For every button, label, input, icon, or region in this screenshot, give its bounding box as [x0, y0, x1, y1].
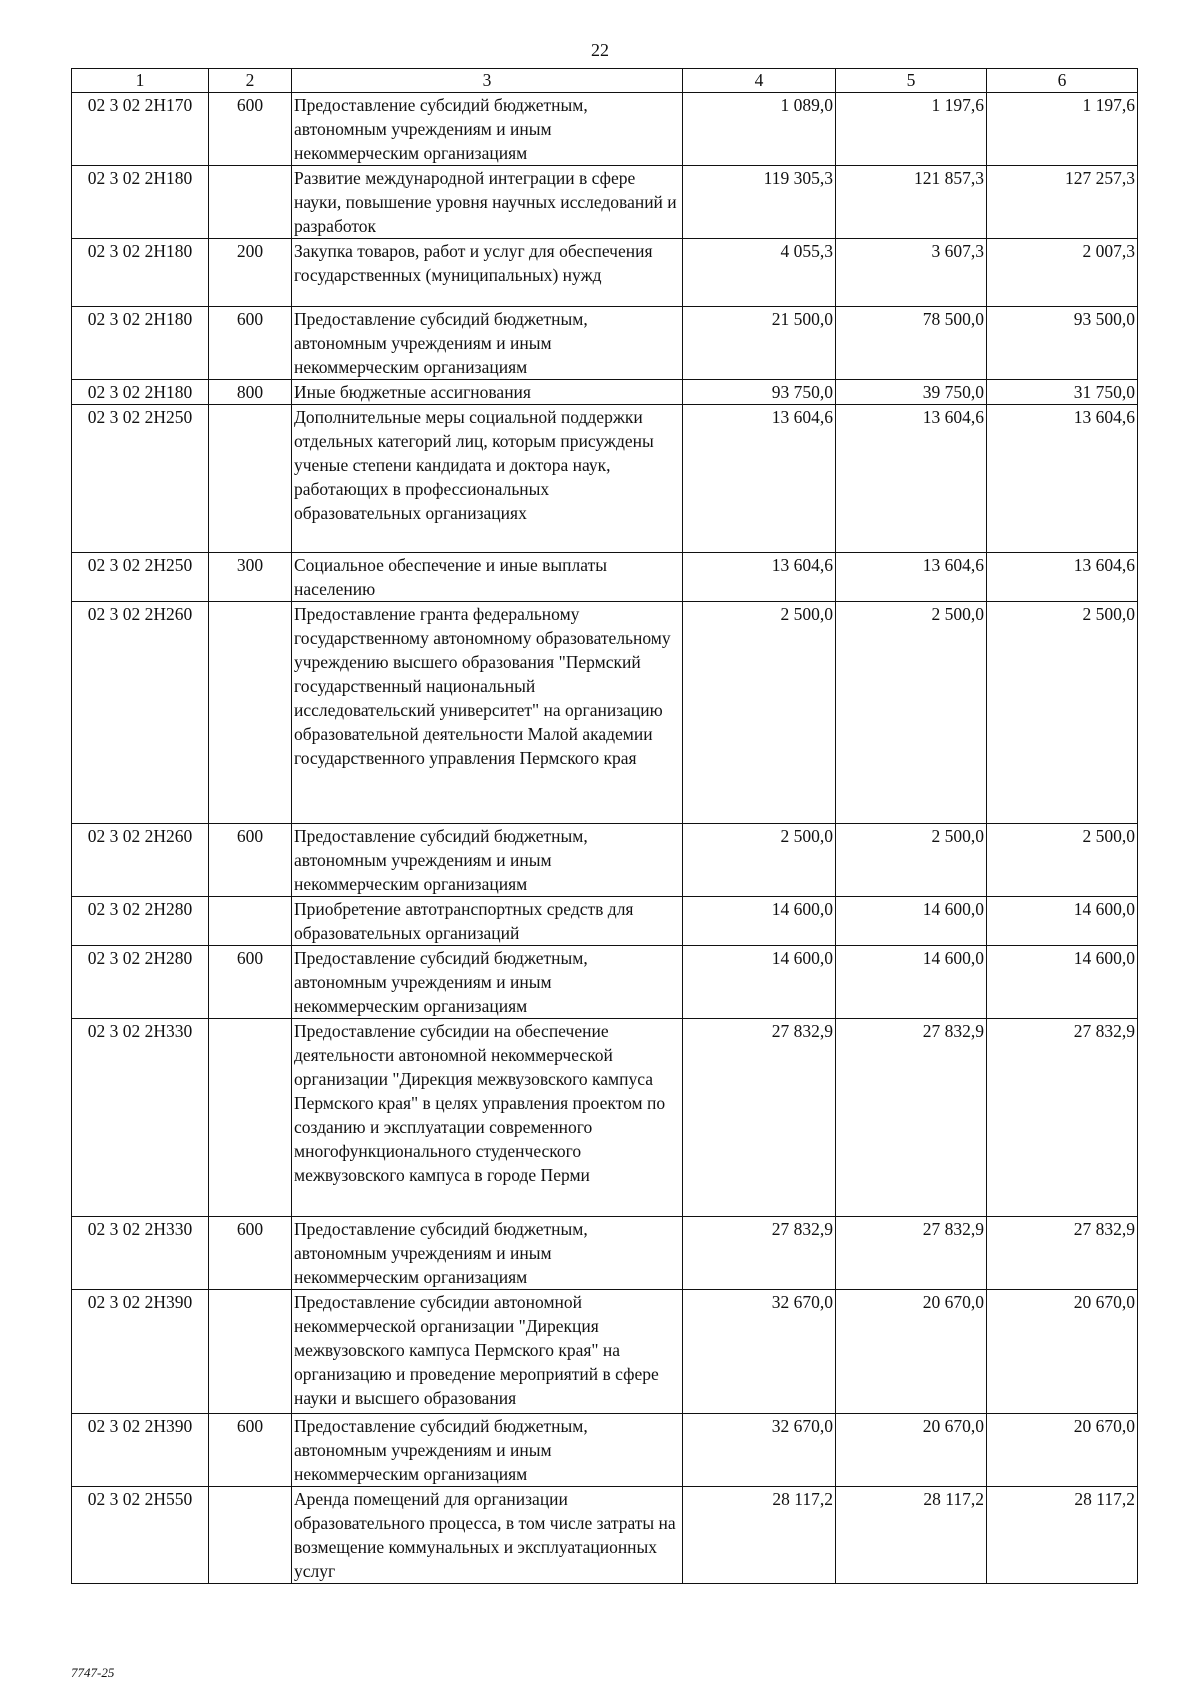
cell-description: Предоставление субсидий бюджетным, автономным учреждениям и иным некоммерческим организациям	[292, 824, 683, 897]
cell-value-5: 14 600,0	[836, 946, 987, 1019]
cell-expense-type	[209, 1290, 292, 1414]
cell-value-4: 1 089,0	[683, 93, 836, 166]
cell-code: 02 3 02 2Н180	[72, 239, 209, 307]
cell-value-4: 28 117,2	[683, 1487, 836, 1584]
cell-value-6: 127 257,3	[987, 166, 1138, 239]
cell-code: 02 3 02 2Н180	[72, 307, 209, 380]
cell-expense-type: 600	[209, 1217, 292, 1290]
cell-value-6: 2 500,0	[987, 824, 1138, 897]
table-row	[72, 1487, 1138, 1584]
cell-value-4: 2 500,0	[683, 602, 836, 824]
cell-code: 02 3 02 2Н390	[72, 1414, 209, 1487]
cell-expense-type: 600	[209, 1414, 292, 1487]
cell-expense-type: 300	[209, 553, 292, 602]
cell-description: Предоставление субсидий бюджетным, автономным учреждениям и иным некоммерческим организациям	[292, 1414, 683, 1487]
cell-code: 02 3 02 2Н330	[72, 1217, 209, 1290]
cell-value-6: 93 500,0	[987, 307, 1138, 380]
cell-code: 02 3 02 2Н260	[72, 602, 209, 824]
cell-value-4: 2 500,0	[683, 824, 836, 897]
cell-value-6: 28 117,2	[987, 1487, 1138, 1584]
cell-value-6: 27 832,9	[987, 1019, 1138, 1217]
page-number: 22	[591, 40, 609, 60]
cell-expense-type: 600	[209, 946, 292, 1019]
cell-expense-type	[209, 602, 292, 824]
cell-code: 02 3 02 2Н180	[72, 380, 209, 405]
column-header: 2	[209, 69, 292, 93]
cell-description: Предоставление субсидий бюджетным, автономным учреждениям и иным некоммерческим организациям	[292, 307, 683, 380]
cell-value-6: 31 750,0	[987, 380, 1138, 405]
table-row	[72, 307, 1138, 380]
cell-code: 02 3 02 2Н550	[72, 1487, 209, 1584]
cell-code: 02 3 02 2Н260	[72, 824, 209, 897]
cell-description: Дополнительные меры социальной поддержки отдельных категорий лиц, которым присуждены ученые степени кандидата и доктора наук, работающих в профессиональных образовательных организациях	[292, 405, 683, 553]
cell-value-4: 27 832,9	[683, 1019, 836, 1217]
table-row	[72, 824, 1138, 897]
cell-description: Предоставление субсидии на обеспечение деятельности автономной некоммерческой организации "Дирекция межвузовского кампуса Пермского края" в целях управления проектом по созданию и эксплуатации современного многофункционального студенческого межвузовского кампуса в городе Перми	[292, 1019, 683, 1217]
cell-expense-type: 800	[209, 380, 292, 405]
cell-value-6: 2 007,3	[987, 239, 1138, 307]
cell-value-6: 1 197,6	[987, 93, 1138, 166]
cell-description: Аренда помещений для организации образовательного процесса, в том числе затраты на возмещение коммунальных и эксплуатационных услуг	[292, 1487, 683, 1584]
cell-value-4: 119 305,3	[683, 166, 836, 239]
cell-value-4: 4 055,3	[683, 239, 836, 307]
cell-value-5: 2 500,0	[836, 602, 987, 824]
cell-value-5: 39 750,0	[836, 380, 987, 405]
cell-description: Приобретение автотранспортных средств для образовательных организаций	[292, 897, 683, 946]
cell-code: 02 3 02 2Н180	[72, 166, 209, 239]
cell-value-6: 27 832,9	[987, 1217, 1138, 1290]
cell-description: Закупка товаров, работ и услуг для обеспечения государственных (муниципальных) нужд	[292, 239, 683, 307]
cell-description: Предоставление субсидий бюджетным, автономным учреждениям и иным некоммерческим организациям	[292, 1217, 683, 1290]
table-row	[72, 380, 1138, 405]
table-row	[72, 1290, 1138, 1414]
cell-value-4: 32 670,0	[683, 1414, 836, 1487]
cell-expense-type	[209, 1487, 292, 1584]
cell-value-5: 78 500,0	[836, 307, 987, 380]
cell-expense-type	[209, 1019, 292, 1217]
cell-code: 02 3 02 2Н280	[72, 946, 209, 1019]
cell-value-5: 28 117,2	[836, 1487, 987, 1584]
column-header: 3	[292, 69, 683, 93]
cell-value-5: 27 832,9	[836, 1019, 987, 1217]
cell-value-4: 14 600,0	[683, 897, 836, 946]
cell-value-6: 20 670,0	[987, 1290, 1138, 1414]
column-header: 4	[683, 69, 836, 93]
cell-value-6: 13 604,6	[987, 553, 1138, 602]
cell-expense-type: 600	[209, 824, 292, 897]
table-row	[72, 1217, 1138, 1290]
column-header: 1	[72, 69, 209, 93]
cell-code: 02 3 02 2Н170	[72, 93, 209, 166]
cell-value-5: 13 604,6	[836, 405, 987, 553]
cell-value-6: 20 670,0	[987, 1414, 1138, 1487]
cell-value-5: 3 607,3	[836, 239, 987, 307]
table-row	[72, 166, 1138, 239]
cell-value-4: 32 670,0	[683, 1290, 836, 1414]
column-header: 6	[987, 69, 1138, 93]
cell-expense-type	[209, 405, 292, 553]
table-row	[72, 946, 1138, 1019]
cell-description: Предоставление субсидии автономной некоммерческой организации "Дирекция межвузовского кампуса Пермского края" на организацию и проведение мероприятий в сфере науки и высшего образования	[292, 1290, 683, 1414]
cell-value-6: 14 600,0	[987, 897, 1138, 946]
table-row	[72, 1414, 1138, 1487]
table-row	[72, 239, 1138, 307]
cell-value-5: 1 197,6	[836, 93, 987, 166]
cell-expense-type	[209, 166, 292, 239]
table-row	[72, 93, 1138, 166]
document-code: 7747-25	[71, 1665, 115, 1680]
cell-description: Предоставление субсидий бюджетным, автономным учреждениям и иным некоммерческим организациям	[292, 93, 683, 166]
cell-code: 02 3 02 2Н330	[72, 1019, 209, 1217]
cell-code: 02 3 02 2Н280	[72, 897, 209, 946]
cell-value-5: 27 832,9	[836, 1217, 987, 1290]
cell-description: Иные бюджетные ассигнования	[292, 380, 683, 405]
cell-description: Социальное обеспечение и иные выплаты населению	[292, 553, 683, 602]
cell-value-4: 14 600,0	[683, 946, 836, 1019]
cell-expense-type: 600	[209, 93, 292, 166]
cell-value-5: 121 857,3	[836, 166, 987, 239]
cell-value-5: 20 670,0	[836, 1414, 987, 1487]
cell-value-4: 21 500,0	[683, 307, 836, 380]
cell-value-4: 13 604,6	[683, 553, 836, 602]
cell-value-4: 27 832,9	[683, 1217, 836, 1290]
cell-expense-type	[209, 897, 292, 946]
budget-table	[71, 68, 1138, 1584]
table-row	[72, 1019, 1138, 1217]
cell-description: Предоставление гранта федеральному государственному автономному образовательному учреждению высшего образования "Пермский государственный национальный исследовательский университет" на организацию образовательной деятельности Малой академии государственного управления Пермского края	[292, 602, 683, 824]
cell-value-6: 13 604,6	[987, 405, 1138, 553]
cell-expense-type: 200	[209, 239, 292, 307]
table-row	[72, 405, 1138, 553]
header-row	[72, 69, 1138, 93]
cell-code: 02 3 02 2Н390	[72, 1290, 209, 1414]
table-row	[72, 602, 1138, 824]
cell-value-4: 13 604,6	[683, 405, 836, 553]
column-header: 5	[836, 69, 987, 93]
cell-value-6: 14 600,0	[987, 946, 1138, 1019]
cell-code: 02 3 02 2Н250	[72, 553, 209, 602]
cell-value-6: 2 500,0	[987, 602, 1138, 824]
cell-description: Предоставление субсидий бюджетным, автономным учреждениям и иным некоммерческим организациям	[292, 946, 683, 1019]
cell-value-5: 20 670,0	[836, 1290, 987, 1414]
cell-value-4: 93 750,0	[683, 380, 836, 405]
cell-value-5: 13 604,6	[836, 553, 987, 602]
cell-value-5: 14 600,0	[836, 897, 987, 946]
table-row	[72, 553, 1138, 602]
cell-description: Развитие международной интеграции в сфере науки, повышение уровня научных исследований и разработок	[292, 166, 683, 239]
table-row	[72, 897, 1138, 946]
cell-code: 02 3 02 2Н250	[72, 405, 209, 553]
cell-expense-type: 600	[209, 307, 292, 380]
cell-value-5: 2 500,0	[836, 824, 987, 897]
